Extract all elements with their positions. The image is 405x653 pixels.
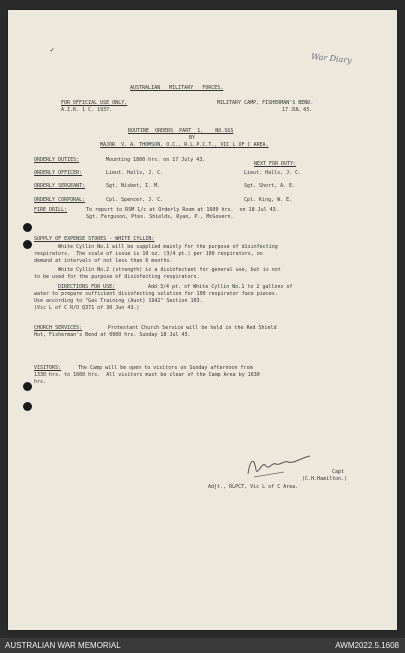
orderly-officer-next: Lieut. Halls, J. C.	[244, 170, 302, 176]
orders-authority: MAJOR V. A. THOMSON, O.C., R.L.P.C.T., VIC L OF C AREA.	[100, 142, 269, 148]
archive-name: AUSTRALIAN WAR MEMORIAL	[5, 641, 121, 650]
supply-heading: SUPPLY OF EXPENSE STORES - WHITE CYLLIN:	[34, 236, 155, 242]
supply-p1-line-2: respirators. The scale of issue is 10 oz. (3/4 pt.) per 100 respirators, on	[34, 251, 263, 257]
church-line-1: Protestant Church Service will be held in the Red Shield	[108, 325, 277, 331]
visitors-line-2: 1330 hrs. to 1600 hrs. All visitors must be clear of the Camp Area by 1630	[34, 372, 260, 378]
supply-p2-line-2: to be used for the purpose of disinfecting respirators.	[34, 274, 200, 280]
archive-id: AWM2022.5.1608	[335, 641, 399, 650]
document-page	[8, 10, 397, 630]
handwritten-annotation: War Diary	[310, 51, 353, 66]
pencil-mark-icon: ✓	[50, 46, 55, 54]
orderly-sergeant-label: ORDERLY SERGEANT:	[34, 183, 86, 189]
next-for-duty-heading: NEXT FOR DUTY:	[254, 161, 297, 167]
directions-label: DIRECTIONS FOR USE:	[58, 284, 116, 290]
orders-by: BY	[189, 135, 196, 141]
visitors-line-1: The Camp will be open to visitors on Sunday afternoon from	[78, 365, 253, 371]
date: 17 JUL 43.	[282, 107, 313, 113]
orderly-sergeant-next: Sgt. Short, A. E.	[244, 183, 296, 189]
fire-drill-line-1: To report to RSM 1/c at Orderly Room at 1600 hrs. on 18 Jul 43.	[86, 207, 279, 213]
supply-p1-line-1: White Cyllin No.1 will be supplied mainly for the purpose of disinfecting	[58, 244, 278, 250]
directions-line-3: Use according to "Gas Training (Aust) 1942" Section 103.	[34, 298, 203, 304]
orderly-officer: Lieut. Halls, J. C.	[106, 170, 164, 176]
orderly-corporal-label: ORDERLY CORPORAL:	[34, 197, 86, 203]
orderly-sergeant: Sgt. Nisbet, I. M.	[106, 183, 161, 189]
punch-hole	[23, 402, 32, 411]
directions-line-2: water to prepare sufficient disinfecting solution for 100 respirator face pieces.	[34, 291, 278, 297]
orderly-corporal-next: Cpl. King, W. E.	[244, 197, 293, 203]
orderly-officer-label: ORDERLY OFFICER:	[34, 170, 83, 176]
directions-line-1: Add 3/4 pt. of White Cyllin No.1 to 2 gallons of	[148, 284, 293, 290]
fire-drill-label: FIRE DRILL:	[34, 207, 68, 213]
location: MILITARY CAMP, FISHERMAN'S BEND.	[217, 100, 314, 106]
reference: A.I.R. 1 C. 1937.	[61, 107, 113, 113]
visitors-line-3: hrs.	[34, 379, 47, 385]
supply-p1-line-3: demand at intervals of not less than 6 months.	[34, 258, 173, 264]
orderly-duties-text: Mounting 1800 hrs. on 17 July 43.	[106, 157, 206, 163]
punch-hole	[23, 240, 32, 249]
punch-hole	[23, 223, 32, 232]
church-line-2: Hut, Fisherman's Bend at 0900 hrs. Sunday 18 Jul 43.	[34, 332, 191, 338]
signature-rank: Capt	[332, 469, 345, 475]
signature-role: Adjt., RLPCT, Vic L of C Area.	[208, 484, 299, 490]
directions-line-4: (Vic L of C R/O Q371 of 30 Jun 43.)	[34, 305, 140, 311]
classification: FOR OFFICIAL USE ONLY.	[61, 100, 128, 106]
document-title: AUSTRALIAN MILITARY FORCES.	[130, 85, 224, 91]
orderly-duties-label: ORDERLY DUTIES:	[34, 157, 80, 163]
fire-drill-line-2: Sgt. Ferguson, Ptes. Shields, Ryan, P., McGovern.	[86, 214, 234, 220]
church-label: CHURCH SERVICES:	[34, 325, 83, 331]
signature-name: (C.H.Hamilton.)	[302, 476, 348, 482]
supply-p2-line-1: White Cyllin No.2 (strength) is a disinfectant for general use, but is not	[58, 267, 281, 273]
orders-title: ROUTINE ORDERS PART 1. NO.SGS	[128, 128, 234, 134]
archive-footer	[0, 638, 405, 653]
orderly-corporal: Cpl. Spencer, J. C.	[106, 197, 164, 203]
visitors-label: VISITORS:	[34, 365, 62, 371]
punch-hole	[23, 382, 32, 391]
